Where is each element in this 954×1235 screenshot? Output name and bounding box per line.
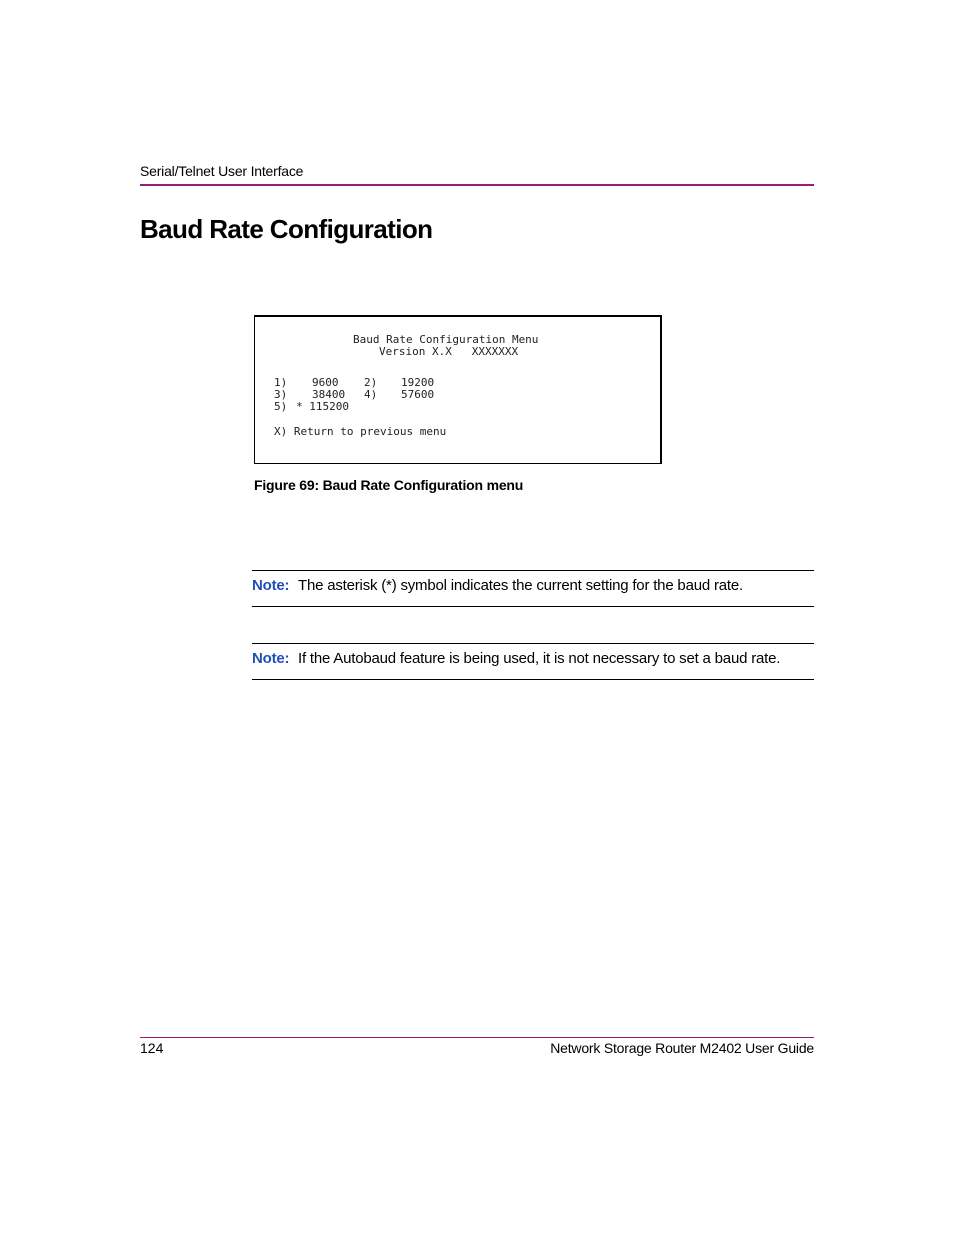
- terminal-option-key: 3): [274, 388, 288, 401]
- note-text: The asterisk (*) symbol indicates the current setting for the baud rate.: [298, 577, 743, 594]
- figure-caption: Figure 69: Baud Rate Configuration menu: [254, 477, 524, 493]
- terminal-return-option: X) Return to previous menu: [274, 425, 447, 438]
- terminal-screen: [254, 315, 662, 464]
- terminal-option-key: 5): [274, 400, 288, 413]
- terminal-menu-title: Baud Rate Configuration Menu: [353, 333, 539, 346]
- terminal-option-value: 19200: [401, 376, 435, 389]
- terminal-option-value: 38400: [312, 388, 346, 401]
- note-label: Note:: [252, 577, 290, 594]
- page-number: 124: [140, 1040, 164, 1056]
- document-title: Network Storage Router M2402 User Guide: [550, 1040, 814, 1056]
- note-box: [252, 570, 814, 607]
- terminal-version-line: Version X.X XXXXXXX: [379, 345, 519, 358]
- note-label: Note:: [252, 650, 290, 667]
- running-head: Serial/Telnet User Interface: [140, 163, 304, 179]
- header-rule: [140, 184, 814, 186]
- note-text: If the Autobaud feature is being used, it is not necessary to set a baud rate.: [298, 650, 781, 667]
- terminal-option-key: 4): [364, 388, 378, 401]
- terminal-option-key: 2): [364, 376, 378, 389]
- footer-rule: [140, 1037, 814, 1038]
- terminal-option-value: * 115200: [296, 400, 349, 413]
- page-title: Baud Rate Configuration: [140, 214, 433, 244]
- terminal-option-key: 1): [274, 376, 288, 389]
- terminal-option-value: 9600: [312, 376, 339, 389]
- terminal-option-value: 57600: [401, 388, 435, 401]
- note-box: [252, 643, 814, 680]
